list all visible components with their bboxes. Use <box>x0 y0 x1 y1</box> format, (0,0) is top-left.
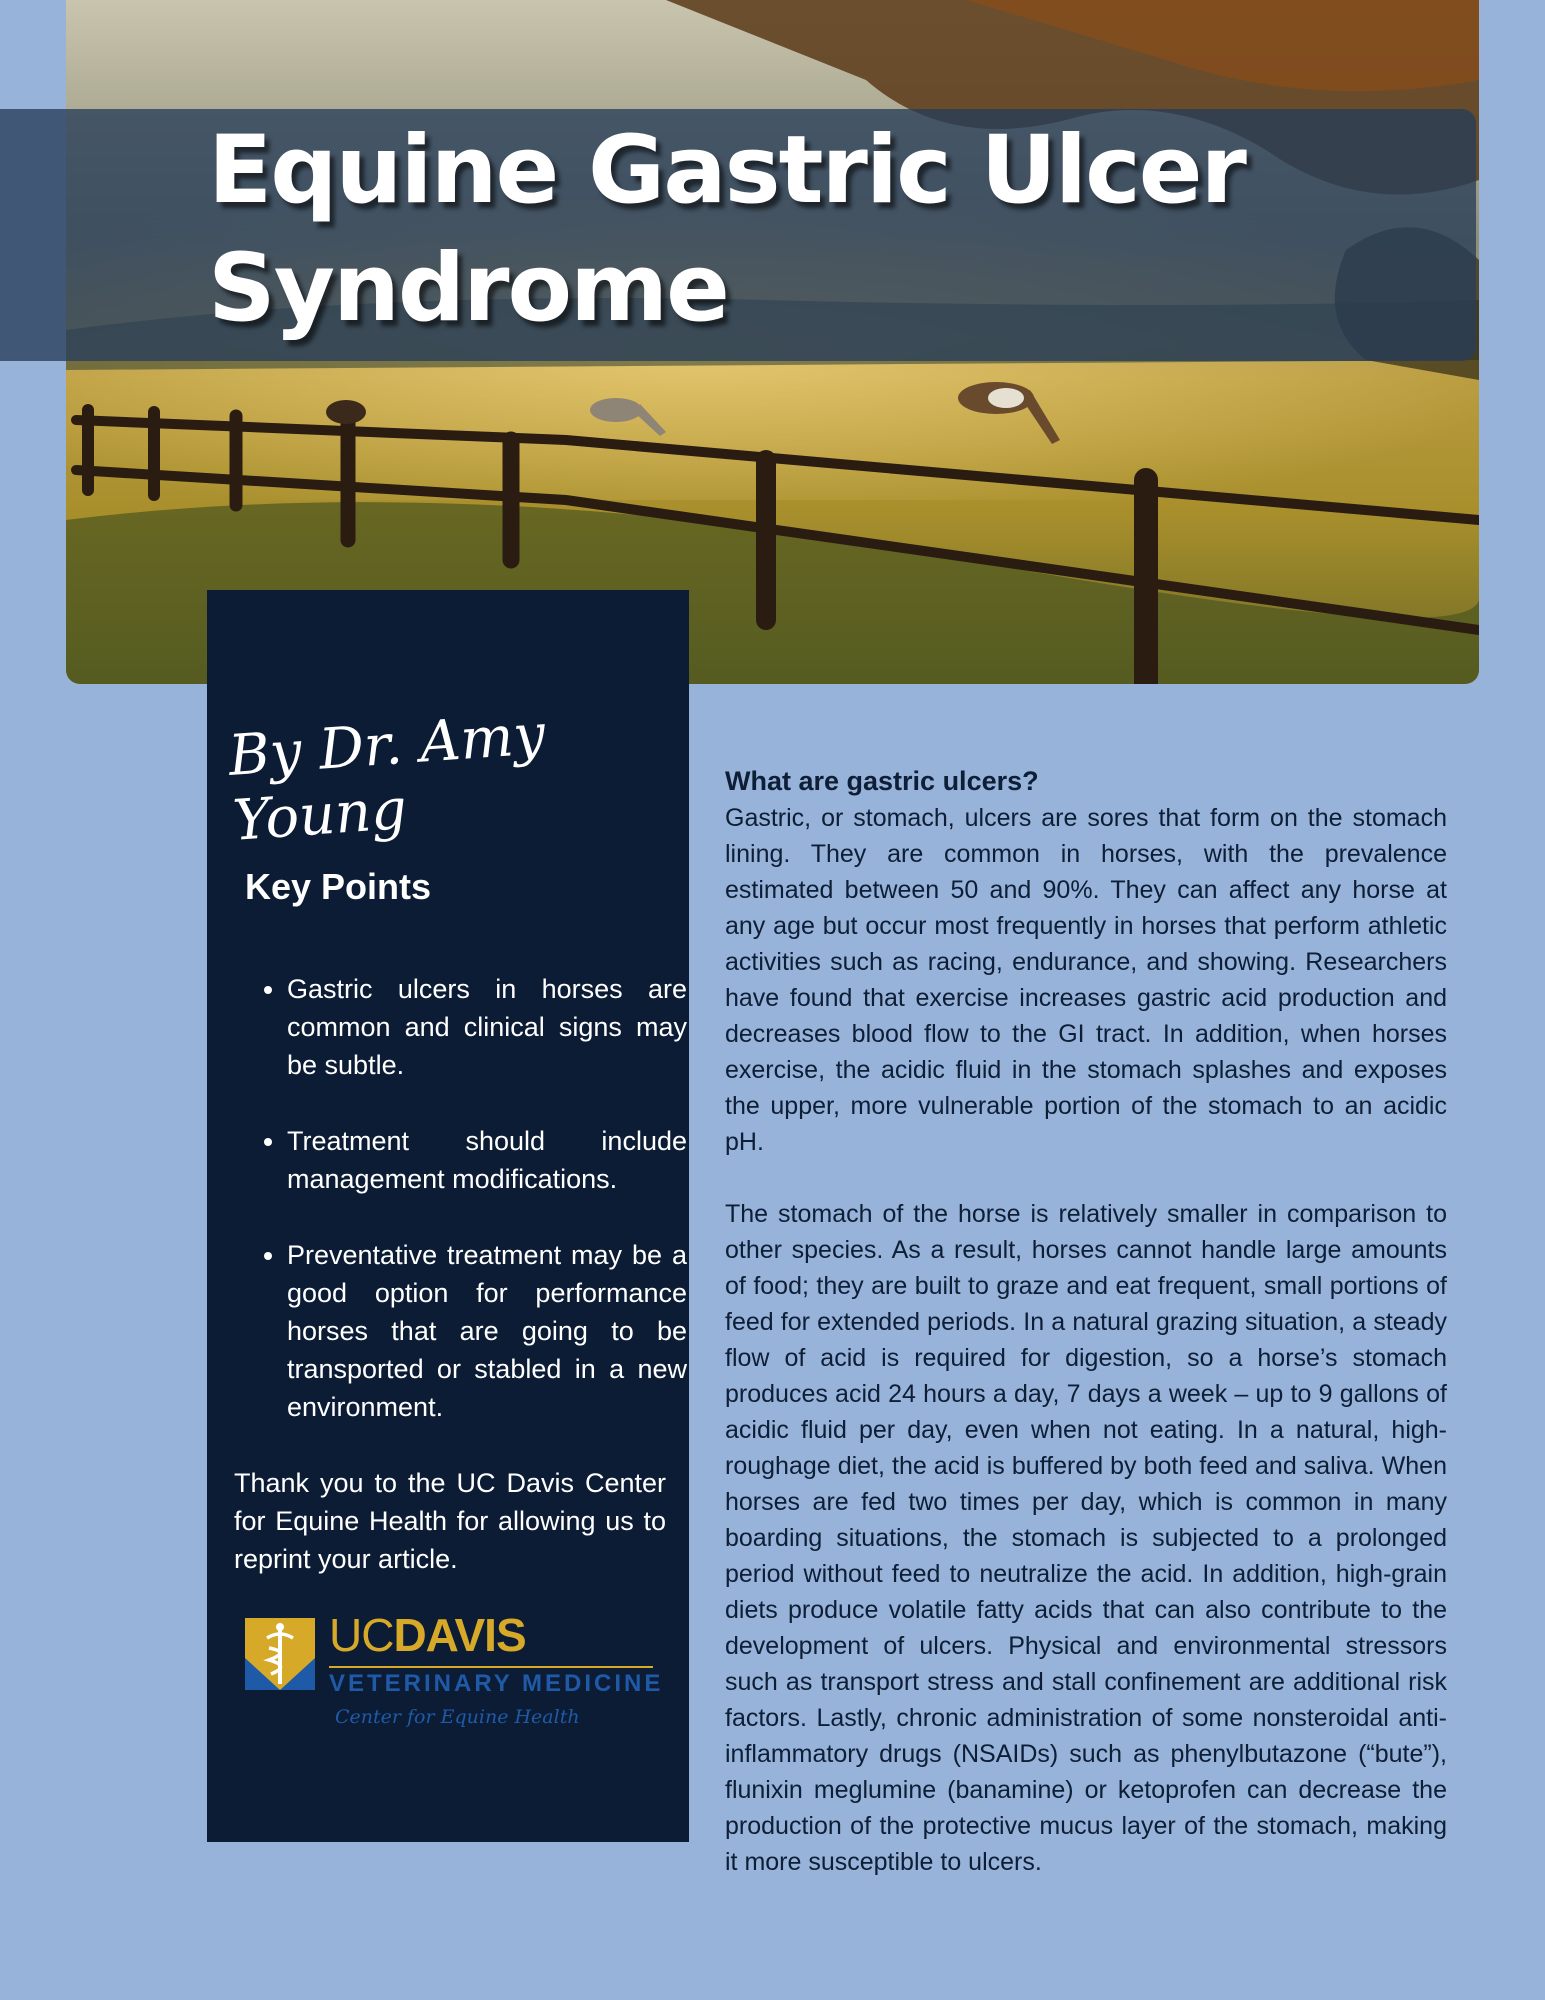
key-points-list <box>247 970 687 1464</box>
title-line-2: Syndrome <box>208 234 728 343</box>
logo-uc: UC <box>329 1609 394 1661</box>
article-body <box>725 762 1447 1916</box>
key-point-item: • Treatment should include management modifications. <box>287 1122 687 1198</box>
logo-center-name: Center for Equine Health <box>335 1706 580 1728</box>
key-point-item: • Preventative treatment may be a good option for performance horses that are going to be transported or stabled in a new environment. <box>287 1236 687 1426</box>
logo-vet-medicine: VETERINARY MEDICINE <box>329 1670 664 1697</box>
article-paragraph: The stomach of the horse is relatively smaller in comparison to other species. As a result, horses cannot handle large amounts of food; they are built to graze and eat frequent, small portions of feed for extended periods. In a natural grazing situation, a steady flow of acid is required for digestion, so a horse’s stomach produces acid 24 hours a day, 7 days a week – up to 9 gallons of acidic fluid per day, even when not eating. In a natural, high-roughage diet, the acid is buffered by both feed and saliva. When horses are fed two times per day, which is common in many boarding situations, the stomach is subjected to a prolonged period without feed to neutralize the acid. In addition, high-grain diets produce volatile fatty acids that can also contribute to the development of ulcers. Physical and environmental stressors such as transport stress and stall confinement are additional risk factors. Lastly, chronic administration of some nonsteroidal anti-inflammatory drugs (NSAIDs) such as phenylbutazone (“bute”), flunixin meglumine (banamine) or ketoprofen can decrease the production of the protective mucus layer of the stomach, making it more susceptible to ulcers. <box>725 1200 1447 1876</box>
logo-davis: DAVIS <box>393 1609 526 1661</box>
acknowledgement-text: Thank you to the UC Davis Center for Equine Health for allowing us to reprint your article. <box>234 1468 666 1574</box>
title-line-1: Equine Gastric Ulcer <box>208 116 1245 225</box>
author-signature: By Dr. Amy Young <box>226 702 548 854</box>
ucdavis-logo <box>245 1610 665 1730</box>
key-point-item: • Gastric ulcers in horses are common and clinical signs may be subtle. <box>287 970 687 1084</box>
article-paragraph: Gastric, or stomach, ulcers are sores that form on the stomach lining. They are common in horses, with the prevalence estimated between 50 and 90%. They can affect any horse at any age but occur most frequently in horses that perform athletic activities such as racing, endurance, and showing. Researchers have found that exercise increases gastric acid production and decreases blood flow to the GI tract. In addition, when horses exercise, the acidic fluid in the stomach splashes and exposes the upper, more vulnerable portion of the stomach to an acidic pH. <box>725 804 1447 1156</box>
logo-divider <box>329 1666 653 1668</box>
logo-wordmark <box>329 1610 526 1660</box>
page-title <box>208 112 1245 348</box>
key-points-heading: Key Points <box>245 866 432 907</box>
sidebar-panel <box>207 590 689 1842</box>
caduceus-shield-icon <box>245 1618 315 1690</box>
article-heading: What are gastric ulcers? <box>725 766 1039 796</box>
